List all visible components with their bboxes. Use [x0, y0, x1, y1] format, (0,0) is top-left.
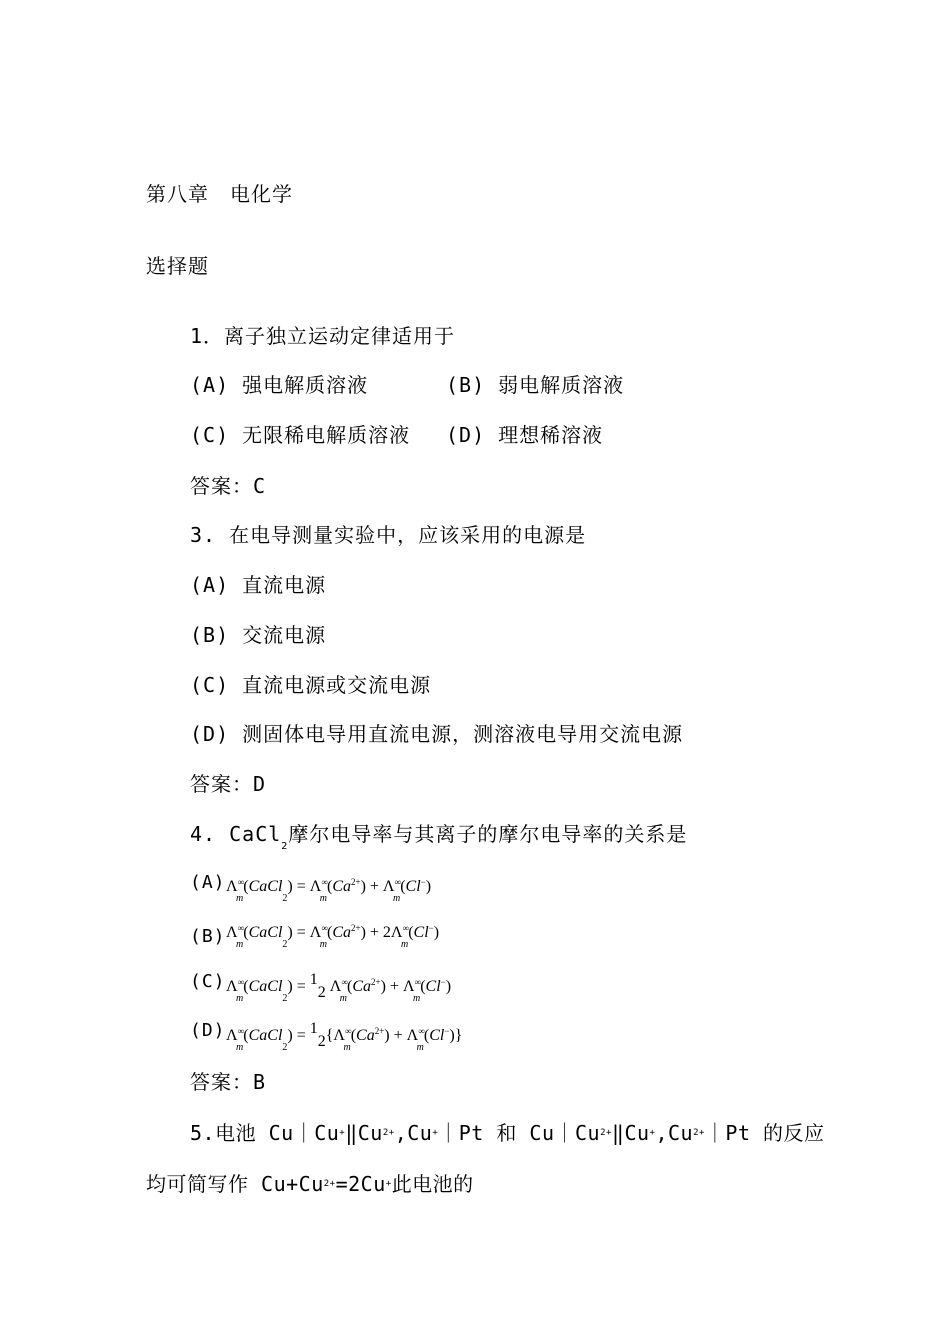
question-3-option-a: (A) 直流电源	[190, 573, 327, 597]
question-4-stem	[190, 822, 687, 851]
q5-l1-0: 5.电池 Cu｜Cu	[190, 1121, 340, 1145]
q5-l1-9: +	[649, 1128, 656, 1138]
section-title: 选择题	[146, 254, 209, 278]
q5-l2-1: 2+	[323, 1179, 336, 1189]
question-4-stem-suffix: 摩尔电导率与其离子的摩尔电导率的关系是	[288, 822, 688, 846]
question-1-option-a: (A) 强电解质溶液	[190, 373, 369, 397]
q5-l1-2: ‖Cu	[345, 1121, 383, 1145]
q5-l1-1: +	[339, 1128, 346, 1138]
question-5-line-2	[146, 1172, 474, 1201]
question-4-stem-subscript: 2	[281, 841, 289, 852]
question-4-option-d-formula: $\Lambda^\infty_m(CaCl_2) = 12\{\Lambda^\infty_m(Ca^{2+}) + \Lambda^\infty_m(Cl^-)\}$	[226, 1020, 463, 1053]
question-1-stem: 1．离子独立运动定律适用于	[190, 324, 456, 348]
q5-l1-3: 2+	[382, 1128, 395, 1138]
question-3-option-c: (C) 直流电源或交流电源	[190, 673, 432, 697]
question-4-answer: 答案：B	[190, 1070, 267, 1094]
question-5-line-1	[190, 1121, 825, 1150]
q5-l1-11: 2+	[693, 1128, 705, 1138]
q5-l1-8: ‖Cu	[611, 1121, 650, 1145]
q5-l2-3: +	[385, 1179, 392, 1189]
question-3-option-b: (B) 交流电源	[190, 623, 327, 647]
question-3-option-d: (D) 测固体电导用直流电源，测溶液电导用交流电源	[190, 722, 684, 746]
question-4-option-a-label: (A)	[190, 872, 226, 893]
question-4-option-d-label: (D)	[190, 1020, 226, 1041]
q5-l1-7: 2+	[600, 1128, 612, 1138]
q5-l1-5: +	[432, 1128, 439, 1138]
question-4-option-c-formula: $\Lambda^\infty_m(CaCl_2) = 12$ $\Lambda^\infty_m(Ca^{2+}) + \Lambda^\infty_m(Cl^-)$	[226, 971, 452, 1004]
q5-l2-0: 均可简写作 Cu+Cu	[146, 1172, 324, 1196]
q5-l1-6: ｜Pt 和 Cu｜Cu	[438, 1121, 601, 1145]
q5-l1-12: ｜Pt 的反应	[704, 1121, 825, 1145]
question-4-option-b-label: (B)	[190, 926, 226, 947]
question-4-option-a-formula: $\Lambda^\infty_m(CaCl_2) = \Lambda^\infty_m(Ca^{2+}) + \Lambda^\infty_m(Cl^-)$	[226, 877, 432, 904]
question-4-option-c-label: (C)	[190, 971, 226, 992]
question-1-option-b: (B) 弱电解质溶液	[446, 373, 625, 397]
q5-l1-10: ,Cu	[655, 1121, 694, 1145]
question-4-stem-prefix: 4. CaCl	[190, 822, 282, 846]
question-1-answer: 答案：C	[190, 474, 267, 498]
q5-l2-2: =2Cu	[335, 1172, 386, 1196]
chapter-title: 第八章 电化学	[146, 182, 293, 206]
question-1-option-c: (C) 无限稀电解质溶液	[190, 423, 411, 447]
question-3-stem: 3. 在电导测量实验中，应该采用的电源是	[190, 523, 587, 547]
q5-l1-4: ,Cu	[394, 1121, 433, 1145]
question-4-option-b-formula: $\Lambda^\infty_m(CaCl_2) = \Lambda^\infty_m(Ca^{2+}) + 2\Lambda^\infty_m(Cl^-)$	[226, 923, 440, 950]
q5-l2-4: 此电池的	[391, 1172, 474, 1196]
question-1-option-d: (D) 理想稀溶液	[446, 423, 604, 447]
question-3-answer: 答案：D	[190, 772, 267, 796]
